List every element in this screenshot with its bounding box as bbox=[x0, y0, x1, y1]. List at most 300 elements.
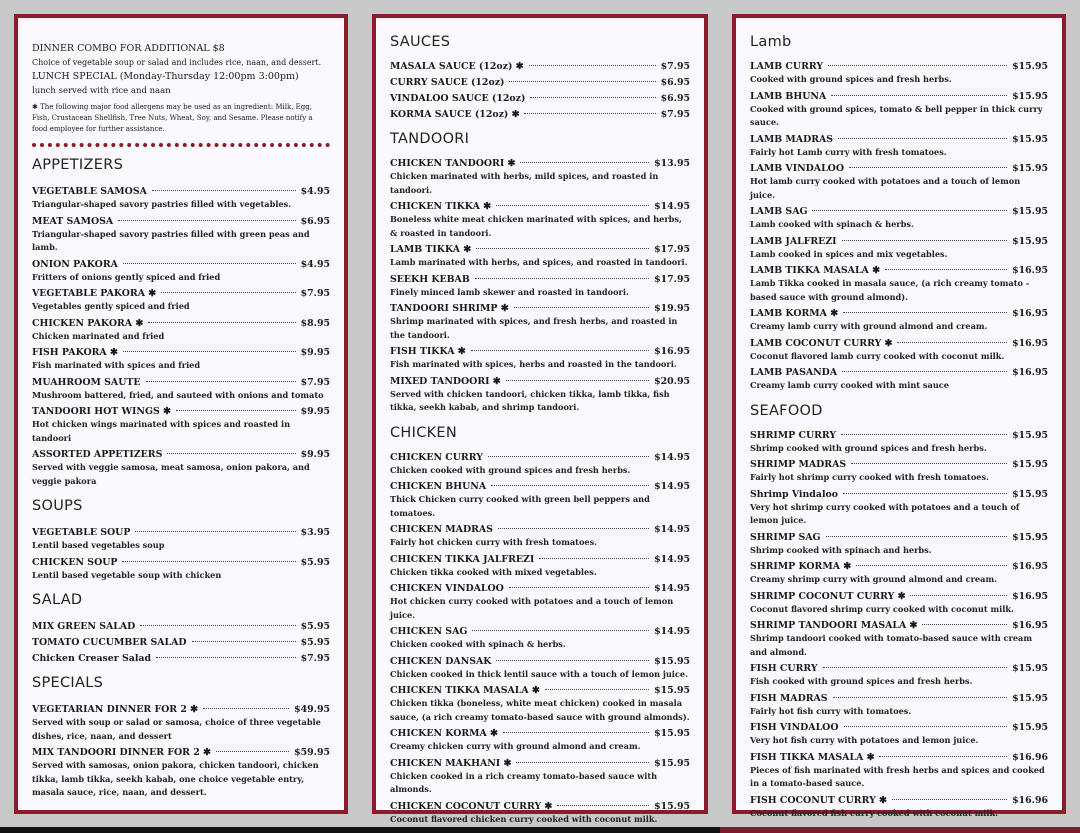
dot-leader bbox=[506, 380, 649, 381]
item-name: FISH MADRAS bbox=[750, 692, 828, 704]
menu-item-row bbox=[32, 703, 330, 716]
menu-item bbox=[390, 625, 690, 652]
menu-item-row bbox=[390, 684, 690, 697]
dot-leader bbox=[842, 240, 1008, 241]
dot-leader bbox=[823, 667, 1008, 668]
item-price: $9.95 bbox=[300, 347, 330, 358]
dot-leader bbox=[844, 726, 1008, 727]
item-name: TOMATO CUCUMBER SALAD bbox=[32, 637, 187, 648]
dot-leader bbox=[203, 708, 289, 709]
menu-item-row bbox=[750, 458, 1048, 471]
item-description: Pieces of fish marinated with fresh herbs and spices and cooked in a tomato-based sauce. bbox=[750, 764, 1045, 788]
item-name: MEAT SAMOSA bbox=[32, 215, 114, 227]
menu-item bbox=[390, 302, 690, 342]
menu-item-row bbox=[750, 662, 1048, 675]
menu-panel-left bbox=[14, 14, 348, 814]
menu-item-row bbox=[750, 366, 1048, 379]
item-price: $15.95 bbox=[1012, 692, 1048, 704]
dot-leader bbox=[520, 162, 649, 163]
item-price: $14.95 bbox=[654, 201, 690, 212]
menu-item bbox=[750, 162, 1048, 202]
item-price: $17.95 bbox=[654, 244, 690, 255]
item-name: LAMB TIKKA MASALA ✱ bbox=[750, 265, 880, 276]
menu-item bbox=[32, 317, 330, 344]
item-description: Chicken cooked in thick lentil sauce with a touch of lemon juice. bbox=[390, 668, 688, 679]
item-name: SHRIMP CURRY bbox=[750, 429, 837, 441]
item-name: TANDOORI HOT WINGS ✱ bbox=[32, 406, 171, 417]
item-name: CHICKEN MAKHANI ✱ bbox=[390, 757, 512, 769]
menu-section bbox=[32, 675, 330, 800]
section-title: SOUPS bbox=[32, 498, 83, 514]
dot-leader bbox=[892, 799, 1007, 800]
menu-item bbox=[32, 405, 330, 445]
item-name: CHICKEN KORMA ✱ bbox=[390, 728, 498, 739]
menu-section bbox=[32, 498, 330, 582]
item-price: $15.95 bbox=[1012, 429, 1048, 441]
item-description: Fish marinated with spices and fried bbox=[32, 360, 201, 370]
menu-item-row bbox=[750, 560, 1048, 573]
menu-item-row bbox=[750, 794, 1048, 807]
menu-item-row bbox=[32, 746, 330, 759]
menu-item-row bbox=[750, 721, 1048, 734]
item-description: Mushroom battered, fried, and sauteed with onions and tomato bbox=[32, 389, 324, 400]
item-description: Chicken cooked with ground spices and fresh herbs. bbox=[390, 464, 631, 475]
item-price: $16.95 bbox=[1012, 265, 1048, 276]
item-name: CHICKEN TIKKA JALFREZI bbox=[390, 553, 535, 565]
item-price: $16.96 bbox=[1012, 751, 1048, 763]
menu-item bbox=[390, 273, 690, 300]
dot-leader bbox=[843, 312, 1007, 313]
item-price: $4.95 bbox=[300, 258, 330, 270]
item-price: $6.95 bbox=[660, 93, 690, 104]
menu-item-row bbox=[32, 620, 330, 633]
dot-leader bbox=[545, 689, 649, 690]
item-name: CHICKEN VINDALOO bbox=[390, 583, 504, 594]
item-name: LAMB KORMA ✱ bbox=[750, 308, 839, 319]
dot-leader bbox=[491, 485, 649, 486]
item-price: $19.95 bbox=[654, 303, 690, 314]
section-title: APPETIZERS bbox=[32, 157, 124, 173]
item-description: Shrimp tandoori cooked with tomato-based sauce with cream and almond. bbox=[750, 633, 1033, 657]
section-title: TANDOORI bbox=[390, 131, 470, 147]
menu-item bbox=[750, 531, 1048, 558]
item-description: Lamb Tikka cooked in masala sauce, (a rich creamy tomato -based sauce with ground almond). bbox=[750, 278, 1030, 302]
dot-leader bbox=[524, 113, 655, 114]
menu-item bbox=[32, 636, 330, 649]
item-price: $15.95 bbox=[1012, 459, 1048, 470]
menu-item bbox=[750, 366, 1048, 393]
item-name: LAMB VINDALOO bbox=[750, 163, 844, 174]
dot-leader bbox=[496, 205, 649, 206]
dot-leader bbox=[156, 657, 296, 658]
menu-item bbox=[390, 684, 690, 724]
item-description: Shrimp cooked with ground spices and fresh herbs. bbox=[750, 442, 987, 453]
item-price: $9.95 bbox=[300, 449, 330, 460]
menu-item bbox=[32, 448, 330, 488]
item-name: FISH CURRY bbox=[750, 663, 818, 674]
item-name: FISH COCONUT CURRY ✱ bbox=[750, 794, 887, 806]
item-price: $7.95 bbox=[660, 61, 690, 72]
menu-item-row bbox=[390, 451, 690, 464]
dot-leader bbox=[167, 453, 295, 454]
combo-description: Choice of vegetable soup or salad and includes rice, naan, and dessert. bbox=[32, 58, 322, 67]
section-title: Lamb bbox=[750, 34, 792, 50]
section-title: SPECIALS bbox=[32, 675, 104, 691]
item-price: $16.95 bbox=[1012, 308, 1048, 319]
dot-leader bbox=[471, 350, 650, 351]
item-price: $5.95 bbox=[300, 621, 330, 632]
menu-section bbox=[750, 403, 1048, 821]
item-name: VEGETABLE SOUP bbox=[32, 527, 131, 538]
item-price: $4.95 bbox=[300, 186, 330, 197]
menu-item-row bbox=[390, 757, 690, 770]
menu-item-row bbox=[750, 264, 1048, 277]
menu-item-row bbox=[750, 60, 1048, 73]
dot-leader bbox=[879, 756, 1007, 757]
menu-item-row bbox=[390, 108, 690, 121]
item-name: VEGETARIAN DINNER FOR 2 ✱ bbox=[32, 704, 198, 715]
lunch-special-title: LUNCH SPECIAL (Monday-Thursday 12:00pm 3:00pm) bbox=[32, 71, 299, 82]
menu-item-row bbox=[390, 625, 690, 638]
item-description: Chicken cooked in a rich creamy tomato-based sauce with almonds. bbox=[390, 770, 658, 794]
menu-item bbox=[390, 480, 690, 520]
item-name: CHICKEN TIKKA ✱ bbox=[390, 201, 491, 212]
item-price: $9.95 bbox=[300, 406, 330, 417]
menu-item bbox=[32, 703, 330, 743]
item-name: FISH TIKKA ✱ bbox=[390, 346, 466, 357]
dot-leader bbox=[557, 805, 649, 806]
item-name: SHRIMP KORMA ✱ bbox=[750, 561, 852, 572]
dot-leader bbox=[851, 463, 1007, 464]
item-price: $7.95 bbox=[300, 288, 330, 299]
item-description: Served with samosas, onion pakora, chicken tandoori, chicken tikka, lamb tikka, seekh kabab, one choice vegetable entry, masala sauce, rice, naan, and dessert. bbox=[32, 760, 319, 797]
item-name: FISH TIKKA MASALA ✱ bbox=[750, 751, 875, 763]
item-name: CHICKEN BHUNA bbox=[390, 481, 487, 492]
menu-item bbox=[32, 526, 330, 553]
item-name: LAMB BHUNA bbox=[750, 90, 827, 102]
menu-item bbox=[32, 287, 330, 314]
menu-item bbox=[32, 215, 330, 255]
dot-leader bbox=[842, 371, 1007, 372]
item-price: $15.95 bbox=[654, 728, 690, 739]
menu-item bbox=[750, 60, 1048, 87]
menu-item bbox=[390, 200, 690, 240]
dot-leader bbox=[161, 292, 296, 293]
menu-item bbox=[32, 556, 330, 583]
item-description: Finely minced lamb skewer and roasted in tandoori. bbox=[390, 286, 629, 297]
menu-panel-right bbox=[732, 14, 1066, 818]
dot-leader bbox=[135, 531, 295, 532]
item-description: Served with veggie samosa, meat samosa, onion pakora, and veggie pakora bbox=[32, 462, 310, 486]
menu-item bbox=[390, 375, 690, 415]
menu-item-row bbox=[750, 205, 1048, 218]
dot-leader bbox=[856, 565, 1007, 566]
dot-leader bbox=[516, 762, 649, 763]
menu-item-row bbox=[750, 488, 1048, 501]
item-name: TANDOORI SHRIMP ✱ bbox=[390, 303, 509, 314]
menu-item-row bbox=[750, 531, 1048, 544]
menu-item bbox=[32, 620, 330, 633]
menu-item bbox=[390, 92, 690, 105]
item-name: LAMB TIKKA ✱ bbox=[390, 244, 472, 255]
menu-item-row bbox=[32, 317, 330, 330]
item-name: VEGETABLE PAKORA ✱ bbox=[32, 288, 157, 299]
menu-item bbox=[390, 757, 690, 797]
menu-item bbox=[750, 692, 1048, 719]
item-description: Cooked with ground spices, tomato & bell pepper in thick curry sauce. bbox=[750, 103, 1043, 127]
item-price: $16.95 bbox=[1012, 590, 1048, 602]
item-price: $15.95 bbox=[1012, 133, 1048, 145]
item-price: $20.95 bbox=[654, 375, 690, 387]
item-name: CHICKEN SAG bbox=[390, 626, 468, 637]
dot-leader bbox=[838, 138, 1007, 139]
item-description: Lamb marinated with herbs, and spices, and roasted in tandoori. bbox=[390, 257, 688, 267]
item-price: $15.95 bbox=[654, 655, 690, 667]
item-name: SEEKH KEBAB bbox=[390, 273, 470, 285]
item-name: ONION PAKORA bbox=[32, 258, 118, 270]
bottom-bar bbox=[0, 827, 1080, 833]
item-description: Served with chicken tandoori, chicken tikka, lamb tikka, fish tikka, seekh kabab, and shrimp tandoori. bbox=[390, 388, 670, 412]
item-price: $7.95 bbox=[300, 653, 330, 664]
combo-info bbox=[32, 42, 330, 135]
menu-item-row bbox=[390, 553, 690, 566]
menu-item-row bbox=[32, 526, 330, 539]
item-name: VEGETABLE SAMOSA bbox=[32, 186, 147, 197]
menu-item-row bbox=[32, 448, 330, 461]
item-description: Coconut flavored fish curry cooked with coconut milk. bbox=[750, 807, 999, 818]
dot-leader bbox=[140, 625, 295, 626]
lunch-special-description: lunch served with rice and naan bbox=[32, 86, 171, 96]
menu-item bbox=[750, 721, 1048, 748]
item-description: Lamb cooked in spices and mix vegetables. bbox=[750, 248, 948, 259]
item-price: $14.95 bbox=[654, 481, 690, 492]
dot-leader bbox=[146, 381, 296, 382]
menu-section bbox=[390, 34, 690, 121]
dot-leader bbox=[475, 278, 649, 279]
dot-leader bbox=[192, 641, 296, 642]
item-price: $17.95 bbox=[654, 273, 690, 285]
item-price: $15.95 bbox=[1012, 488, 1048, 500]
dot-leader bbox=[496, 660, 649, 661]
item-description: Chicken tikka (boneless, white meat chicken) cooked in masala sauce, (a rich creamy tomato-based sauce with ground almonds). bbox=[390, 698, 690, 722]
item-name: CHICKEN TIKKA MASALA ✱ bbox=[390, 685, 540, 696]
menu-item bbox=[390, 157, 690, 197]
menu-item-row bbox=[750, 133, 1048, 146]
item-name: MIX TANDOORI DINNER FOR 2 ✱ bbox=[32, 747, 211, 758]
menu-item bbox=[750, 264, 1048, 304]
menu-item bbox=[750, 488, 1048, 528]
item-price: $16.96 bbox=[1012, 794, 1048, 806]
item-name: CHICKEN DANSAK bbox=[390, 655, 492, 667]
item-price: $16.95 bbox=[1012, 620, 1048, 631]
item-name: Chicken Creaser Salad bbox=[32, 653, 152, 664]
section-title: SAUCES bbox=[390, 34, 451, 50]
dot-leader bbox=[922, 624, 1007, 625]
menu-item-row bbox=[390, 345, 690, 358]
item-description: Shrimp cooked with spinach and herbs. bbox=[750, 544, 932, 555]
item-price: $6.95 bbox=[660, 77, 690, 88]
menu-item bbox=[390, 451, 690, 478]
item-price: $15.95 bbox=[1012, 663, 1048, 674]
item-description: Lentil based vegetables soup bbox=[32, 540, 165, 550]
menu-item-row bbox=[750, 590, 1048, 603]
dot-leader bbox=[849, 167, 1007, 168]
menu-item-row bbox=[390, 92, 690, 105]
section-title: SALAD bbox=[32, 592, 83, 608]
item-name: CHICKEN COCONUT CURRY ✱ bbox=[390, 800, 553, 812]
item-name: CHICKEN MADRAS bbox=[390, 524, 493, 535]
menu-section bbox=[390, 425, 690, 827]
item-name: SHRIMP COCONUT CURRY ✱ bbox=[750, 590, 906, 602]
dot-leader bbox=[216, 751, 289, 752]
menu-item bbox=[390, 345, 690, 372]
item-price: $14.95 bbox=[654, 524, 690, 535]
dot-leader bbox=[118, 220, 295, 221]
menu-item-row bbox=[750, 751, 1048, 764]
menu-item-row bbox=[32, 652, 330, 665]
dot-leader bbox=[488, 456, 649, 457]
item-name: CHICKEN TANDOORI ✱ bbox=[390, 158, 516, 169]
menu-item-row bbox=[750, 235, 1048, 248]
item-description: Cooked with ground spices and fresh herbs. bbox=[750, 74, 952, 84]
menu-item bbox=[750, 794, 1048, 821]
item-name: SHRIMP TANDOORI MASALA ✱ bbox=[750, 620, 918, 631]
menu-item bbox=[750, 307, 1048, 334]
menu-panel-center bbox=[372, 14, 708, 824]
menu-item bbox=[32, 258, 330, 285]
item-description: Coconut flavored lamb curry cooked with coconut milk. bbox=[750, 350, 1005, 361]
menu-item bbox=[390, 553, 690, 580]
item-description: Very hot fish curry with potatoes and lemon juice. bbox=[750, 735, 979, 745]
item-description: Hot chicken wings marinated with spices and roasted in tandoori bbox=[32, 419, 291, 443]
menu-item bbox=[750, 662, 1048, 689]
allergen-note: ✱ The following major food allergens may be used as an ingredient: Milk, Egg, Fish, Crustacean Shellfish, Tree Nuts, Wheat, Soy, and Sesame. Please notify a food employee for further assistance. bbox=[32, 103, 313, 133]
item-description: Creamy chicken curry with ground almond and cream. bbox=[390, 741, 641, 751]
item-price: $15.95 bbox=[1012, 90, 1048, 102]
menu-item-row bbox=[390, 76, 690, 89]
menu-item-row bbox=[390, 523, 690, 536]
dot-leader bbox=[910, 595, 1007, 596]
item-price: $15.95 bbox=[654, 800, 690, 812]
dot-leader bbox=[828, 65, 1007, 66]
menu-item bbox=[390, 800, 690, 827]
item-price: $14.95 bbox=[654, 451, 690, 463]
item-description: Fish marinated with spices, herbs and roasted in the tandoori. bbox=[390, 359, 677, 369]
menu-item-row bbox=[32, 376, 330, 389]
menu-section bbox=[390, 131, 690, 415]
menu-item-row bbox=[750, 90, 1048, 103]
item-description: Fritters of onions gently spiced and fried bbox=[32, 271, 221, 282]
item-name: VINDALOO SAUCE (12oz) bbox=[390, 93, 526, 104]
menu-item-row bbox=[32, 185, 330, 198]
menu-item-row bbox=[32, 287, 330, 300]
item-price: $15.95 bbox=[1012, 722, 1048, 733]
dot-leader bbox=[529, 65, 656, 66]
item-name: LAMB SAG bbox=[750, 206, 808, 217]
item-price: $15.95 bbox=[1012, 531, 1048, 543]
menu-item-row bbox=[32, 258, 330, 271]
item-description: Chicken marinated and fried bbox=[32, 330, 165, 341]
menu-item-row bbox=[390, 480, 690, 493]
dot-leader bbox=[812, 210, 1007, 211]
dot-leader bbox=[152, 190, 296, 191]
bottom-bar-accent bbox=[720, 827, 1080, 833]
dot-leader bbox=[148, 322, 295, 323]
menu-item-row bbox=[750, 307, 1048, 320]
dot-leader bbox=[831, 95, 1007, 96]
item-price: $5.95 bbox=[300, 556, 330, 568]
item-price: $15.95 bbox=[1012, 235, 1048, 247]
item-price: $6.95 bbox=[300, 215, 330, 227]
item-description: Chicken tikka cooked with mixed vegetables. bbox=[390, 566, 597, 577]
menu-item bbox=[32, 746, 330, 800]
item-price: $16.95 bbox=[654, 346, 690, 357]
item-name: SHRIMP SAG bbox=[750, 531, 821, 543]
dot-leader bbox=[530, 97, 655, 98]
menu-item bbox=[750, 90, 1048, 130]
dot-leader bbox=[509, 587, 649, 588]
dot-leader bbox=[476, 248, 649, 249]
item-description: Fish cooked with ground spices and fresh herbs. bbox=[750, 676, 973, 686]
menu-item-row bbox=[32, 346, 330, 359]
menu-item bbox=[750, 337, 1048, 364]
dot-leader bbox=[897, 342, 1007, 343]
item-name: LAMB COCONUT CURRY ✱ bbox=[750, 337, 893, 349]
dot-leader bbox=[123, 351, 296, 352]
item-description: Fairly hot shrimp curry cooked with fresh tomatoes. bbox=[750, 472, 989, 482]
menu-item bbox=[32, 346, 330, 373]
item-name: LAMB JALFREZI bbox=[750, 235, 837, 247]
menu-item-row bbox=[390, 727, 690, 740]
menu-item bbox=[750, 590, 1048, 617]
item-price: $13.95 bbox=[654, 158, 690, 169]
combo-title: DINNER COMBO FOR ADDITIONAL $8 bbox=[32, 43, 225, 54]
item-price: $5.95 bbox=[300, 637, 330, 648]
item-name: MIX GREEN SALAD bbox=[32, 621, 136, 632]
menu-section bbox=[32, 592, 330, 665]
item-name: CHICKEN SOUP bbox=[32, 556, 118, 568]
menu-item bbox=[32, 185, 330, 212]
menu-item-row bbox=[390, 157, 690, 170]
item-name: CURRY SAUCE (12oz) bbox=[390, 77, 505, 88]
item-price: $3.95 bbox=[300, 527, 330, 538]
dot-leader bbox=[841, 434, 1007, 435]
dot-leader bbox=[472, 630, 649, 631]
menu-item-row bbox=[390, 582, 690, 595]
item-price: $59.95 bbox=[294, 747, 330, 758]
item-description: Thick Chicken curry cooked with green bell peppers and tomatoes. bbox=[390, 494, 650, 518]
menu-item-row bbox=[32, 556, 330, 569]
menu-item bbox=[750, 619, 1048, 659]
menu-item bbox=[390, 243, 690, 270]
item-price: $14.95 bbox=[654, 626, 690, 637]
dot-leader bbox=[123, 263, 296, 264]
menu-item bbox=[390, 655, 690, 682]
menu-item bbox=[750, 458, 1048, 485]
item-name: LAMB MADRAS bbox=[750, 133, 834, 145]
section-title: CHICKEN bbox=[390, 424, 458, 441]
dot-leader bbox=[503, 732, 649, 733]
item-description: Served with soup or salad or samosa, choice of three vegetable dishes, rice, naan, and dessert bbox=[32, 717, 321, 741]
dot-leader bbox=[176, 410, 296, 411]
item-name: CHICKEN PAKORA ✱ bbox=[32, 317, 144, 329]
item-description: Vegetables gently spiced and fried bbox=[32, 301, 190, 311]
item-description: Coconut flavored shrimp curry cooked with coconut milk. bbox=[750, 603, 1014, 614]
dot-leader bbox=[826, 536, 1008, 537]
dot-leader bbox=[843, 493, 1007, 494]
menu-item bbox=[390, 523, 690, 550]
item-description: Lamb cooked with spinach & herbs. bbox=[750, 219, 914, 229]
